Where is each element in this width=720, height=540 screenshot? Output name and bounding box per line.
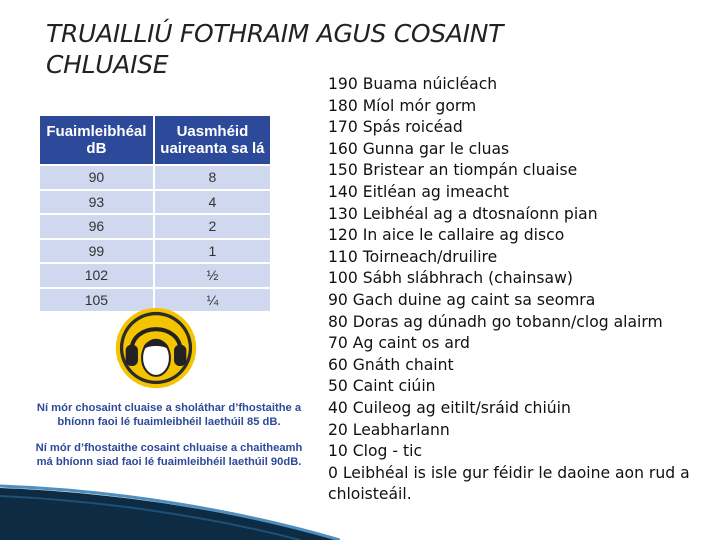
- cell-db: 105: [40, 287, 155, 312]
- level-item: 60 Gnáth chaint: [328, 355, 454, 374]
- level-item: 20 Leabharlann: [328, 420, 450, 439]
- noise-level-list: [328, 74, 718, 506]
- level-item: 150 Bristear an tiompán cluaise: [328, 161, 578, 180]
- cell-hours: 4: [155, 189, 270, 214]
- table-row: [40, 189, 270, 214]
- cell-db: 99: [40, 238, 155, 263]
- column-header-hours: Uasmhéid uaireanta sa lá: [155, 116, 270, 164]
- cell-hours: 8: [155, 164, 270, 189]
- employer-note: Ní mór chosaint cluaise a sholáthar d’fhostaithe a bhíonn faoi lé fuaimleibhéil laethúil 85 dB.: [36, 402, 302, 428]
- level-item: 40 Cuileog ag eitilt/sráid chiúin: [328, 398, 571, 417]
- level-item: 110 Toirneach/druilire: [328, 247, 498, 266]
- cell-db: 96: [40, 213, 155, 238]
- table-row: [40, 238, 270, 263]
- level-item: 90 Gach duine ag caint sa seomra: [328, 290, 596, 309]
- cell-hours: 2: [155, 213, 270, 238]
- cell-db: 90: [40, 164, 155, 189]
- page-title: TRUAILLIÚ FOTHRAIM AGUS COSAINT CHLUAISE: [46, 19, 504, 79]
- level-item: 120 In aice le callaire ag disco: [328, 226, 565, 245]
- column-header-db: Fuaimleibhéal dB: [40, 116, 155, 164]
- level-item: 180 Míol mór gorm: [328, 96, 477, 115]
- cell-hours: ½: [155, 262, 270, 287]
- table-header-row: [40, 116, 270, 164]
- level-item: 140 Eitléan ag imeacht: [328, 182, 509, 201]
- ear-protection-sign-icon: [115, 307, 197, 389]
- level-item: 80 Doras ag dúnadh go tobann/clog alairm: [328, 312, 663, 331]
- level-item: 100 Sábh slábhrach (chainsaw): [328, 269, 573, 288]
- level-item: 10 Clog - tic: [328, 442, 423, 461]
- level-item: 170 Spás roicéad: [328, 118, 463, 137]
- decorative-swoosh: [0, 470, 340, 540]
- level-item: 160 Gunna gar le cluas: [328, 139, 510, 158]
- level-item: 50 Caint ciúin: [328, 377, 436, 396]
- table-row: [40, 262, 270, 287]
- exposure-table: [40, 116, 270, 311]
- cell-hours: ¼: [155, 287, 270, 312]
- level-item: 0 Leibhéal is isle gur féidir le daoine aon rud a chloisteáil.: [328, 463, 690, 504]
- level-item: 130 Leibhéal ag a dtosnaíonn pian: [328, 204, 598, 223]
- cell-hours: 1: [155, 238, 270, 263]
- employee-note: Ní mór d’fhostaithe cosaint chluaise a chaitheamh má bhíonn siad faoi lé fuaimleibhéil laethúil 90dB.: [35, 442, 303, 468]
- table-row: [40, 164, 270, 189]
- level-item: 70 Ag caint os ard: [328, 334, 470, 353]
- cell-db: 93: [40, 189, 155, 214]
- cell-db: 102: [40, 262, 155, 287]
- table-row: [40, 213, 270, 238]
- level-item: 190 Buama núicléach: [328, 75, 498, 93]
